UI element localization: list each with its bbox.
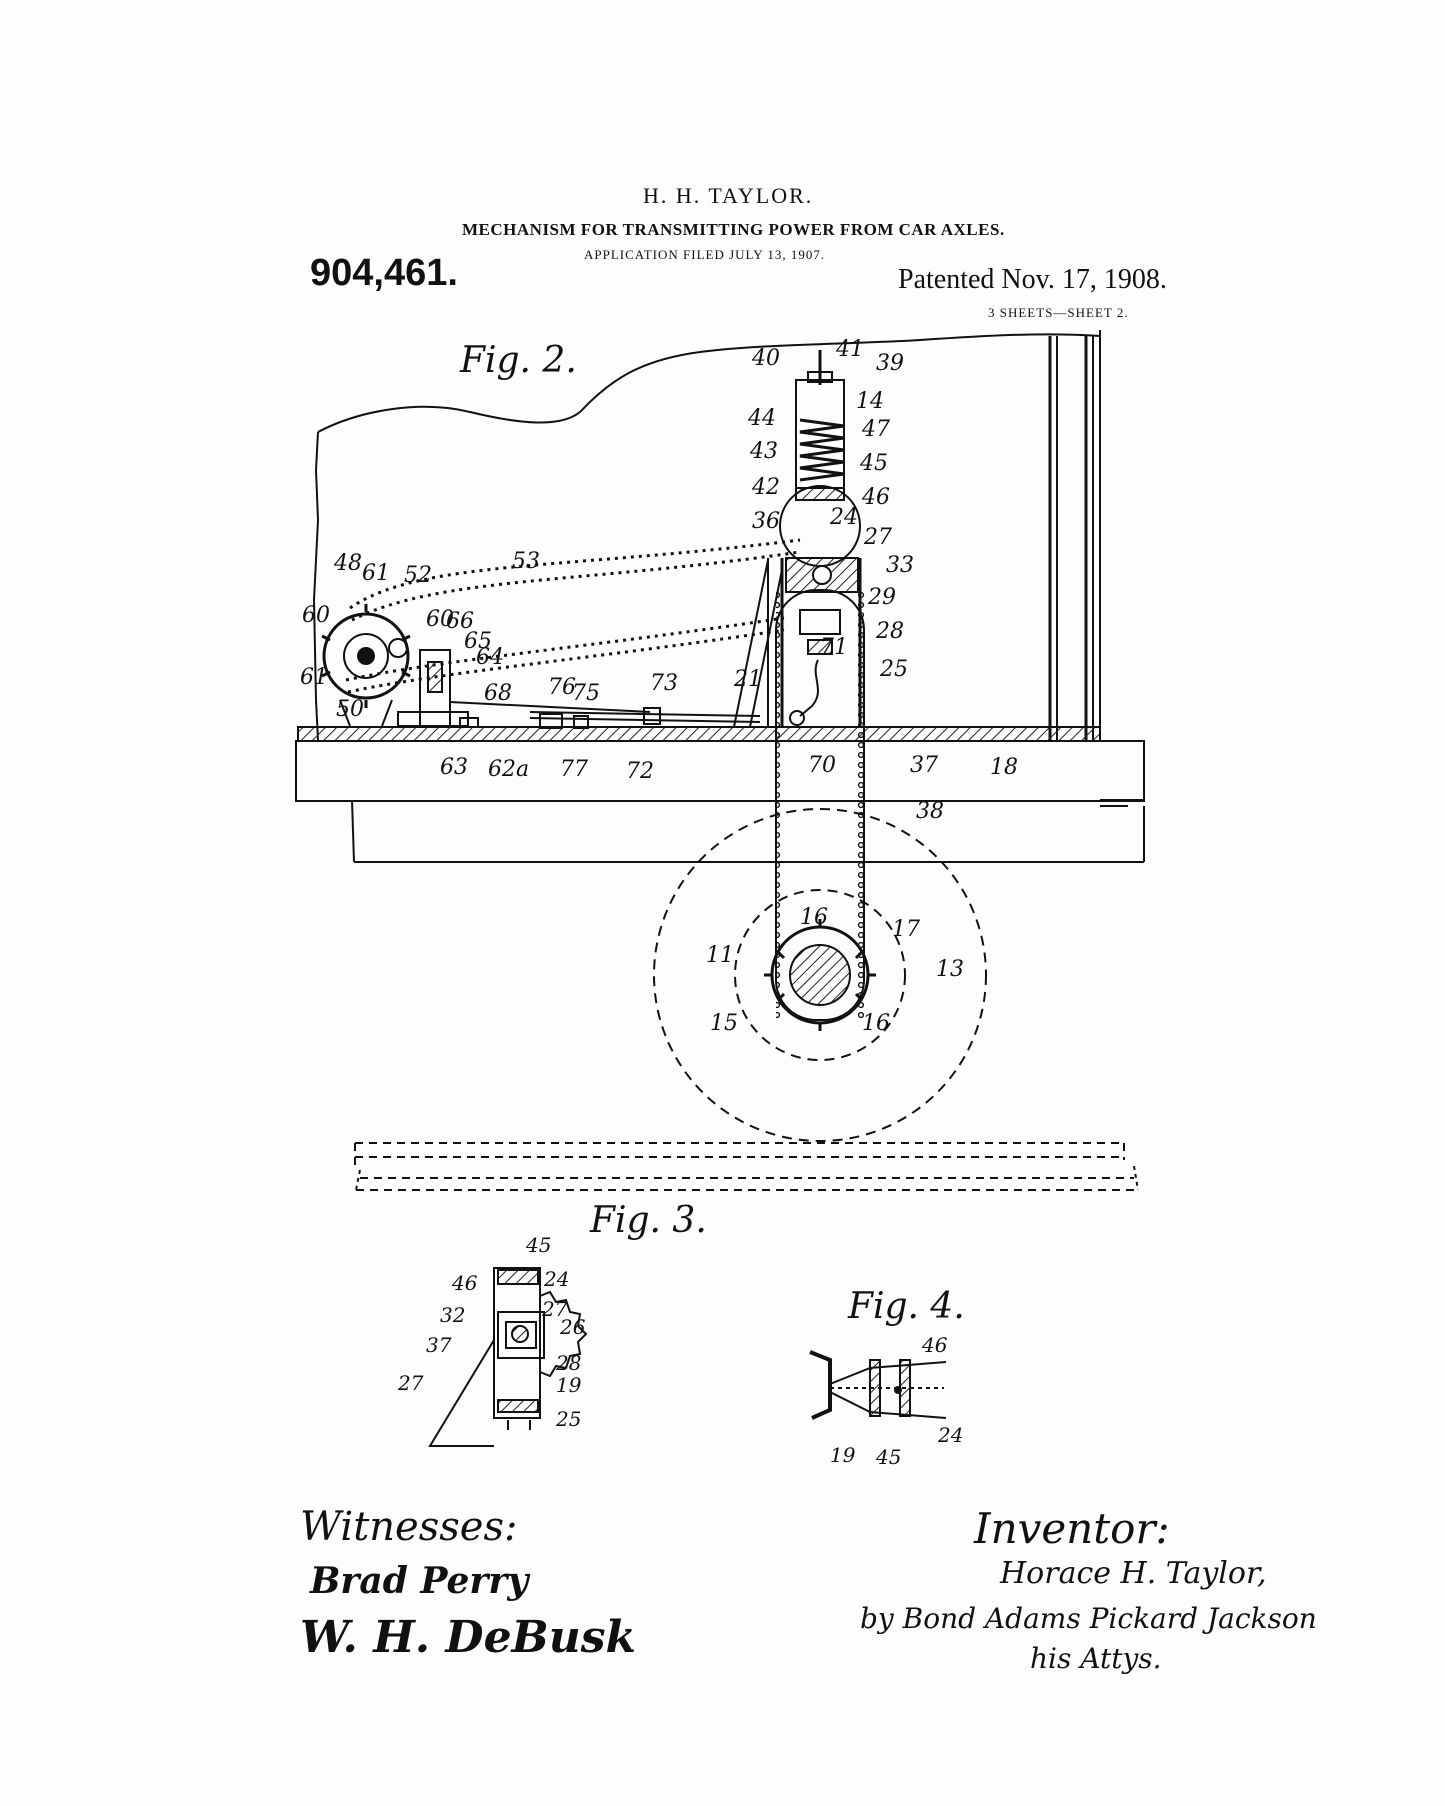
fig3-caption: Fig. 3.: [590, 1200, 707, 1241]
fig2-ref-label: 65: [464, 629, 492, 654]
fig2-ref-label: 70: [808, 753, 836, 778]
fig2-ref-label: 11: [706, 943, 734, 968]
fig2-ref-label: 37: [910, 753, 938, 778]
fig2-ref-label: 62a: [488, 757, 530, 782]
fig3-ref-label: 24: [544, 1267, 570, 1291]
his-attys: his Attys.: [1030, 1642, 1162, 1675]
fig2-ref-label: 33: [886, 553, 914, 578]
fig4-ref-label: 19: [830, 1443, 856, 1467]
fig2-ref-label: 24: [830, 505, 858, 530]
fig2-ref-label: 16: [800, 905, 828, 930]
fig2-ref-label: 50: [336, 697, 364, 722]
coupling-73: [644, 708, 660, 724]
fig3-housing: [494, 1268, 540, 1418]
fig3-ref-label: 46: [452, 1271, 478, 1295]
car-body-break-line: [318, 330, 1100, 432]
fig3-ref-label: 19: [556, 1373, 582, 1397]
witnesses-label: Witnesses:: [300, 1504, 518, 1550]
fig4-collar-46: [870, 1360, 880, 1416]
fig2-ref-label: 13: [936, 957, 964, 982]
fig2-ref-label: 45: [860, 451, 888, 476]
fig2-ref-label: 60: [426, 607, 454, 632]
fig2-ref-label: 39: [876, 351, 904, 376]
fig4-ref-label: 24: [938, 1423, 964, 1447]
fig4-ref-label: 46: [922, 1333, 948, 1357]
inventor-signature: Horace H. Taylor,: [1000, 1556, 1267, 1591]
fig4-ref-label: 45: [876, 1445, 902, 1469]
patent-number: 904,461.: [310, 252, 458, 294]
sheets-count: 3 SHEETS—SHEET 2.: [988, 305, 1129, 320]
fig4-caption: Fig. 4.: [848, 1286, 965, 1327]
application-filed: APPLICATION FILED JULY 13, 1907.: [584, 247, 826, 262]
fig2-ref-label: 36: [752, 509, 780, 534]
fig2-ref-label: 63: [440, 755, 468, 780]
fig2-ref-label: 25: [880, 657, 908, 682]
fig2-caption: Fig. 2.: [460, 340, 577, 381]
fig3-ref-label: 45: [526, 1233, 552, 1257]
fig2-ref-label: 15: [710, 1011, 738, 1036]
fig2-ref-label: 52: [404, 563, 432, 588]
fig2-ref-label: 48: [334, 551, 362, 576]
axle-11: [790, 945, 850, 1005]
witness-2-signature: W. H. DeBusk: [300, 1612, 636, 1663]
inventor-label: Inventor:: [974, 1504, 1170, 1553]
patented-date: Patented Nov. 17, 1908.: [898, 264, 1167, 295]
fig2-ref-label: 61: [362, 561, 390, 586]
car-floor-18: [298, 727, 1100, 741]
fig2-ref-label: 60: [302, 603, 330, 628]
fig2-ref-label: 68: [484, 681, 512, 706]
fig2-ref-label: 75: [572, 681, 600, 706]
fig2-ref-label: 14: [856, 389, 884, 414]
pivot-70: [790, 711, 804, 725]
fig3-ref-label: 27: [398, 1371, 424, 1395]
fig2-ref-label: 47: [862, 417, 890, 442]
fig2-ref-label: 29: [868, 585, 896, 610]
fig3-ref-label: 26: [560, 1315, 586, 1339]
pinion-60: [389, 639, 407, 657]
fig2-ref-label: 61: [300, 665, 328, 690]
fig2-ref-label: 43: [750, 439, 778, 464]
shift-rod-68: [450, 702, 650, 712]
fig2-ref-label: 38: [916, 799, 944, 824]
fig3-ref-label: 32: [440, 1303, 466, 1327]
base-63: [398, 712, 468, 726]
fig2-ref-label: 71: [820, 635, 848, 660]
fig2-ref-label: 73: [650, 671, 678, 696]
rail: [355, 1143, 1138, 1190]
fig2-ref-label: 41: [836, 337, 864, 362]
fig2-ref-label: 53: [512, 549, 540, 574]
fig2-ref-label: 27: [864, 525, 892, 550]
inventor-name: H. H. TAYLOR.: [643, 183, 814, 208]
patent-title: MECHANISM FOR TRANSMITTING POWER FROM CAR AXLES.: [462, 220, 1005, 239]
fig3-ref-label: 28: [556, 1351, 582, 1375]
attorneys-signature: by Bond Adams Pickard Jackson: [860, 1602, 1317, 1635]
fig4-bracket: [810, 1352, 830, 1418]
spring-43: [800, 420, 844, 480]
fig2-ref-label: 42: [752, 475, 780, 500]
fig2-ref-label: 44: [748, 406, 776, 431]
fig2-ref-label: 16: [862, 1011, 890, 1036]
fig2-ref-label: 18: [990, 755, 1018, 780]
fig3-ref-label: 25: [556, 1407, 582, 1431]
fig3-ref-label: 27: [542, 1297, 568, 1321]
fig2-ref-label: 72: [626, 759, 654, 784]
fig2-ref-label: 64: [476, 645, 504, 670]
fig3-ref-label: 37: [426, 1333, 452, 1357]
fig2-ref-label: 77: [560, 757, 588, 782]
fig4-group: [810, 1352, 946, 1418]
brace: [734, 560, 768, 727]
fig2-ref-label: 17: [892, 917, 920, 942]
fig2-ref-label: 40: [752, 346, 780, 371]
bearing-76: [540, 714, 562, 728]
fig2-ref-label: 76: [548, 675, 576, 700]
chain-52: [346, 618, 784, 680]
car-body-left-edge: [314, 432, 318, 740]
fig2-ref-label: 66: [446, 609, 474, 634]
fig2-ref-label: 21: [734, 667, 762, 692]
fig2-ref-label: 46: [862, 485, 890, 510]
witness-1-signature: Brad Perry: [310, 1560, 529, 1602]
fig2-ref-label: 28: [876, 619, 904, 644]
